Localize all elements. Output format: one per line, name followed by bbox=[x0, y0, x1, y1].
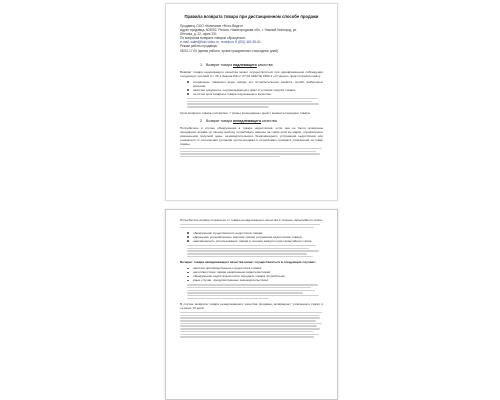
list-item: обнаружение недостатков после передачи товара потребителю; bbox=[187, 274, 323, 278]
work-hours-heading: Режим работы продавца: bbox=[180, 44, 218, 49]
section-2-prefix: Возврат товара bbox=[206, 118, 233, 123]
list-item: несоответствие товара заявленным характеристикам; bbox=[187, 270, 323, 274]
list-item: наличие документа, подтверждающего факт и условия покупки товара; bbox=[187, 88, 323, 92]
page-2-list-a bbox=[187, 231, 323, 243]
text-placeholder bbox=[187, 284, 323, 299]
list-item: сохранение товарного вида товара, его потребительских свойств, пломб, фабричных ярлыков; bbox=[187, 80, 323, 88]
section-1-suffix: качества bbox=[256, 62, 273, 67]
text-placeholder bbox=[187, 98, 323, 107]
list-item: нарушение установленных законом сроков устранения недостатков товара; bbox=[187, 235, 323, 239]
section-1-underlined: надлежащего bbox=[232, 62, 257, 67]
list-item: обнаружение существенного недостатка товара; bbox=[187, 231, 323, 235]
seller-address: Адрес продавца: 603092, Россия, Нижегородская обл., г. Нижний Новгород, ул. bbox=[180, 28, 298, 33]
list-item: невозможность использования товара в течение каждого года гарантийного срока. bbox=[187, 239, 323, 243]
text-placeholder bbox=[180, 148, 323, 157]
section-2-heading bbox=[200, 119, 323, 123]
section-1-conditions bbox=[187, 80, 323, 96]
list-item: не истек срок возврата товара надлежащего качества. bbox=[187, 92, 323, 96]
list-item: наличие производственного недостатка товара; bbox=[187, 266, 323, 270]
document-title: Правила возврата товара при дистанционном способе продажи bbox=[184, 14, 319, 19]
section-1-intro: Возврат товара надлежащего качества может осуществляться при одновременном соблюдении следующих условий (ст. 26.1 Закона РФ от 07.02.1992 № 2300-1 «О защите прав потребителей»): bbox=[180, 70, 323, 79]
seller-address-cont: Лётчика, д. 22, офис 2/5; bbox=[180, 32, 217, 37]
section-2-number: 2. bbox=[200, 118, 203, 123]
text-placeholder bbox=[180, 224, 323, 228]
section-2-underlined: ненадлежащего bbox=[232, 118, 262, 123]
page-2-heading bbox=[180, 260, 323, 264]
page-2-intro: Потребитель вправе отказаться от товара ненадлежащего качества в течение гарантийного срока. bbox=[180, 218, 323, 222]
section-2-intro: Потребитель в случае обнаружения в товаре недостатков, если они не были оговорены продавцом, вправе по своему выбору потребовать замены на товар этой же марки, соразмерного уменьшения покупной цены, незамедлительного безвозмездного устранения недостатков или отказаться от исполнения договора купли-продажи и потребовать возврата уплаченной за товар суммы. bbox=[180, 125, 323, 146]
seller-name: Продавец: ООО «Компания «Фото-Видео» bbox=[180, 24, 244, 28]
section-1-number: 1. bbox=[200, 62, 203, 67]
page-2-heading-text: Возврат товара ненадлежащего качества может осуществляться в следующих случаях: bbox=[180, 260, 316, 265]
page-2-final: В случае возврата товара ненадлежащего качества продавец возвращает уплаченную сумму в течение 10 дней. bbox=[180, 302, 323, 311]
page-2-list-b bbox=[187, 266, 323, 282]
seller-info bbox=[180, 24, 323, 53]
section-2-suffix: качества bbox=[261, 118, 277, 123]
contact-heading: По вопросам возврата товаров обращаться: bbox=[180, 36, 246, 41]
document-page-2 bbox=[165, 209, 338, 400]
text-placeholder bbox=[187, 245, 323, 257]
contact-email-phone[interactable]: e-mail: sales@foto-video.ru, телефон: 8 (831) 462-50-61; bbox=[180, 40, 262, 45]
section-1-prefix: Возврат товара bbox=[206, 62, 233, 67]
list-item: иные случаи, предусмотренные законодательством. bbox=[187, 278, 323, 282]
work-hours: 08:00-17:00 (время работы, кроме праздничных и выходных дней). bbox=[180, 48, 280, 53]
return-period-text: Срок возврата товара составляет 7 (семь) календарных дней с момента передачи товара. bbox=[180, 110, 311, 115]
document-page-1 bbox=[165, 3, 338, 201]
text-placeholder bbox=[180, 312, 323, 338]
section-1-heading bbox=[200, 63, 323, 67]
